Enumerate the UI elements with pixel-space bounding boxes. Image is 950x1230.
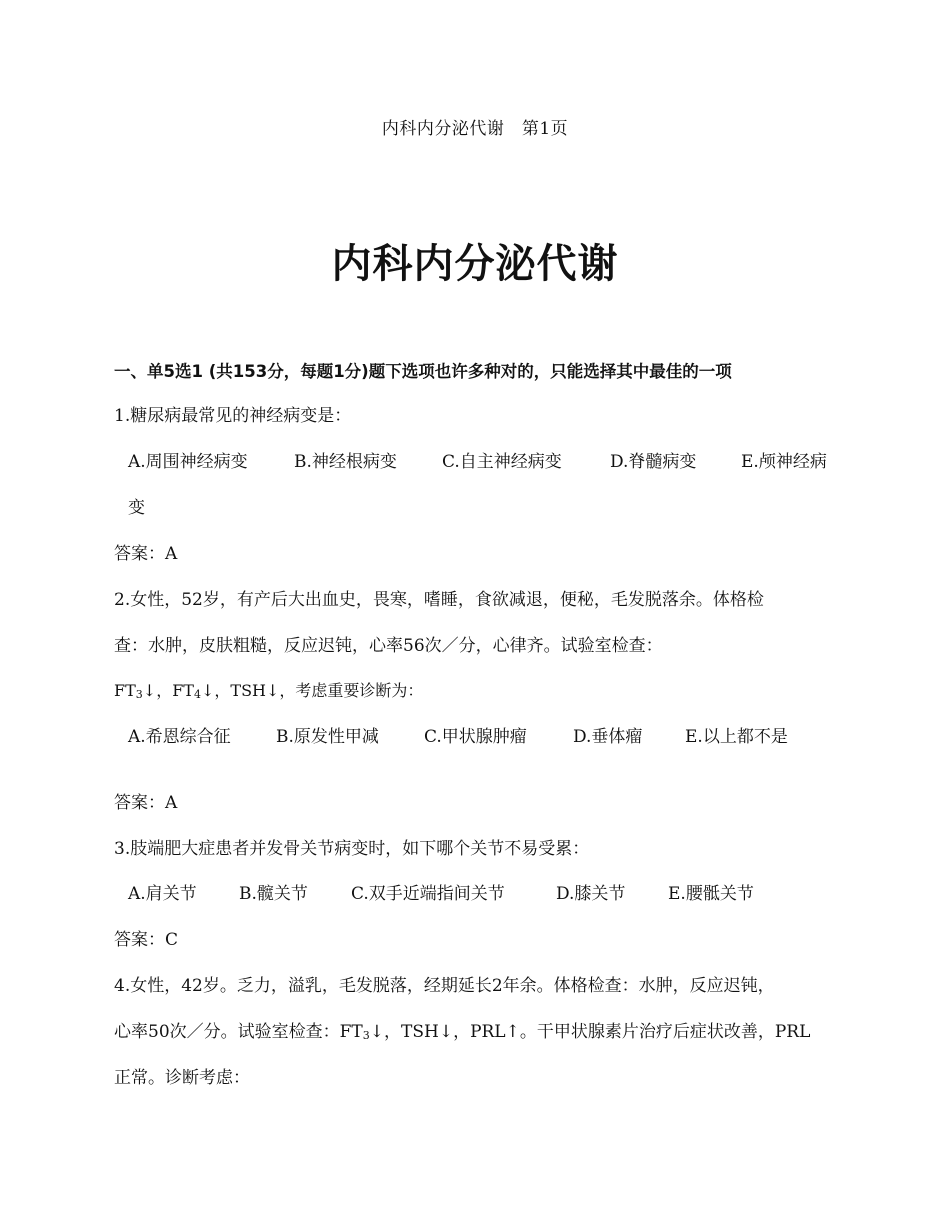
question-3-stem: 3.肢端肥大症患者并发骨关节病变时，如下哪个关节不易受累：	[114, 839, 590, 859]
option-c: C.双手近端指间关节	[351, 884, 505, 904]
question-1-options	[128, 450, 848, 474]
lab-ft4-arrow: ↓，	[200, 681, 231, 700]
question-3-answer: 答案：C	[114, 930, 179, 950]
option-e: E.颅神经病	[741, 452, 827, 472]
document-title: 内科内分泌代谢	[331, 241, 619, 287]
question-2-lab-results	[114, 679, 839, 707]
line2-text-b: ↓，TSH↓，PRL↑。干甲状腺素片治疗后症状改善，PRL	[369, 1022, 811, 1042]
question-4-stem-line-3: 正常。诊断考虑：	[114, 1068, 250, 1088]
line2-text-a: 心率50次／分。试验室检查：FT	[114, 1022, 363, 1042]
question-2-stem-line-2: 查：水肿，皮肤粗糙，反应迟钝，心率56次／分，心律齐。试验室检查：	[114, 636, 663, 656]
option-c: C.自主神经病变	[442, 452, 562, 472]
option-a: A.肩关节	[128, 884, 197, 904]
question-4-stem-line-2	[114, 1020, 839, 1048]
question-1-answer: 答案：A	[114, 544, 178, 564]
question-3-options	[128, 882, 848, 906]
question-2-stem-line-1: 2.女性，52岁，有产后大出血史，畏寒，嗜睡，食欲减退，便秘，毛发脱落余。体格检	[114, 590, 764, 610]
option-a: A.周围神经病变	[128, 452, 248, 472]
question-1-stem: 1.糖尿病最常见的神经病变是：	[114, 406, 352, 426]
option-d: D.脊髓病变	[610, 452, 697, 472]
lab-tsh-text: TSH↓，考虑重要诊断为：	[230, 681, 424, 700]
option-e: E.腰骶关节	[668, 884, 754, 904]
option-e: E.以上都不是	[685, 727, 788, 747]
option-a: A.希恩综合征	[128, 727, 231, 747]
lab-ft4-subscript: 4	[193, 688, 201, 701]
question-4-stem-line-1: 4.女性，42岁。乏力，溢乳，毛发脱落，经期延长2年余。体格检查：水肿，反应迟钝，	[114, 976, 775, 996]
question-2-answer: 答案：A	[114, 793, 178, 813]
running-header: 内科内分泌代谢 第1页	[381, 119, 569, 139]
option-c: C.甲状腺肿瘤	[424, 727, 527, 747]
lab-ft3-arrow: ↓，	[142, 681, 173, 700]
option-b: B.原发性甲减	[276, 727, 379, 747]
option-b: B.神经根病变	[294, 452, 397, 472]
ft3-subscript: 3	[362, 1029, 370, 1042]
question-2-options	[128, 725, 848, 749]
lab-ft3-label: FT	[114, 681, 136, 700]
question-1-option-wrap: 变	[128, 498, 145, 518]
option-d: D.垂体瘤	[573, 727, 643, 747]
option-d: D.膝关节	[556, 884, 626, 904]
lab-ft4-label: FT	[172, 681, 194, 700]
lab-ft3-subscript: 3	[135, 688, 143, 701]
option-b: B.髋关节	[239, 884, 308, 904]
section-heading: 一、单5选1 (共153分，每题1分)题下选项也许多种对的，只能选择其中最佳的一项	[114, 362, 732, 381]
